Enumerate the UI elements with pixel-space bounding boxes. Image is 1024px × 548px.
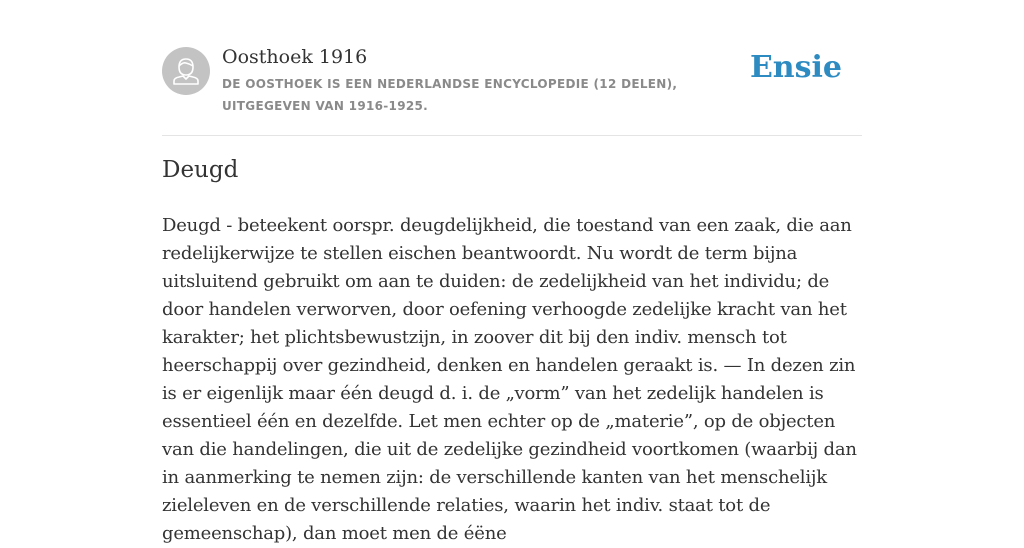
header-divider bbox=[162, 135, 862, 136]
entry-title: Deugd bbox=[162, 157, 239, 183]
user-avatar-icon[interactable] bbox=[162, 47, 210, 95]
source-description: DE OOSTHOEK IS EEN NEDERLANDSE ENCYCLOPEDIE (12 DELEN), UITGEGEVEN VAN 1916-1925. bbox=[222, 77, 678, 113]
entry-body: Deugd - beteekent oorspr. deugdelijkheid, die toestand van een zaak, die aan redelijkerwijze te stellen eischen beantwoordt. Nu wordt de term bijna uitsluitend gebruikt om aan te duiden: de zedelijkheid van het individu; de door handelen verworven, door oefening verhoogde zedelijke kracht van het karakter; het plichtsbewustzijn, in zoover dit bij den indiv. mensch tot heerschappij over gezindheid, denken en handelen geraakt is. — In dezen zin is er eigenlijk maar één deugd d. i. de „vorm” van het zedelijk handelen is essentieel één en dezelfde. Let men echter op de „materie”, op de objecten van die handelingen, die uit de zedelijke gezindheid voortkomen (waarbij dan in aanmerking te nemen zijn: de verschillende kanten van het menschelijk zieleleven en de verschillende relaties, waarin het indiv. staat tot de gemeenschap), dan moet men de éëne bbox=[162, 215, 857, 544]
avatar-graphic bbox=[162, 47, 210, 95]
ensie-logo-link[interactable]: Ensie bbox=[749, 50, 842, 85]
source-header bbox=[162, 46, 862, 116]
source-title[interactable]: Oosthoek 1916 bbox=[222, 46, 368, 68]
